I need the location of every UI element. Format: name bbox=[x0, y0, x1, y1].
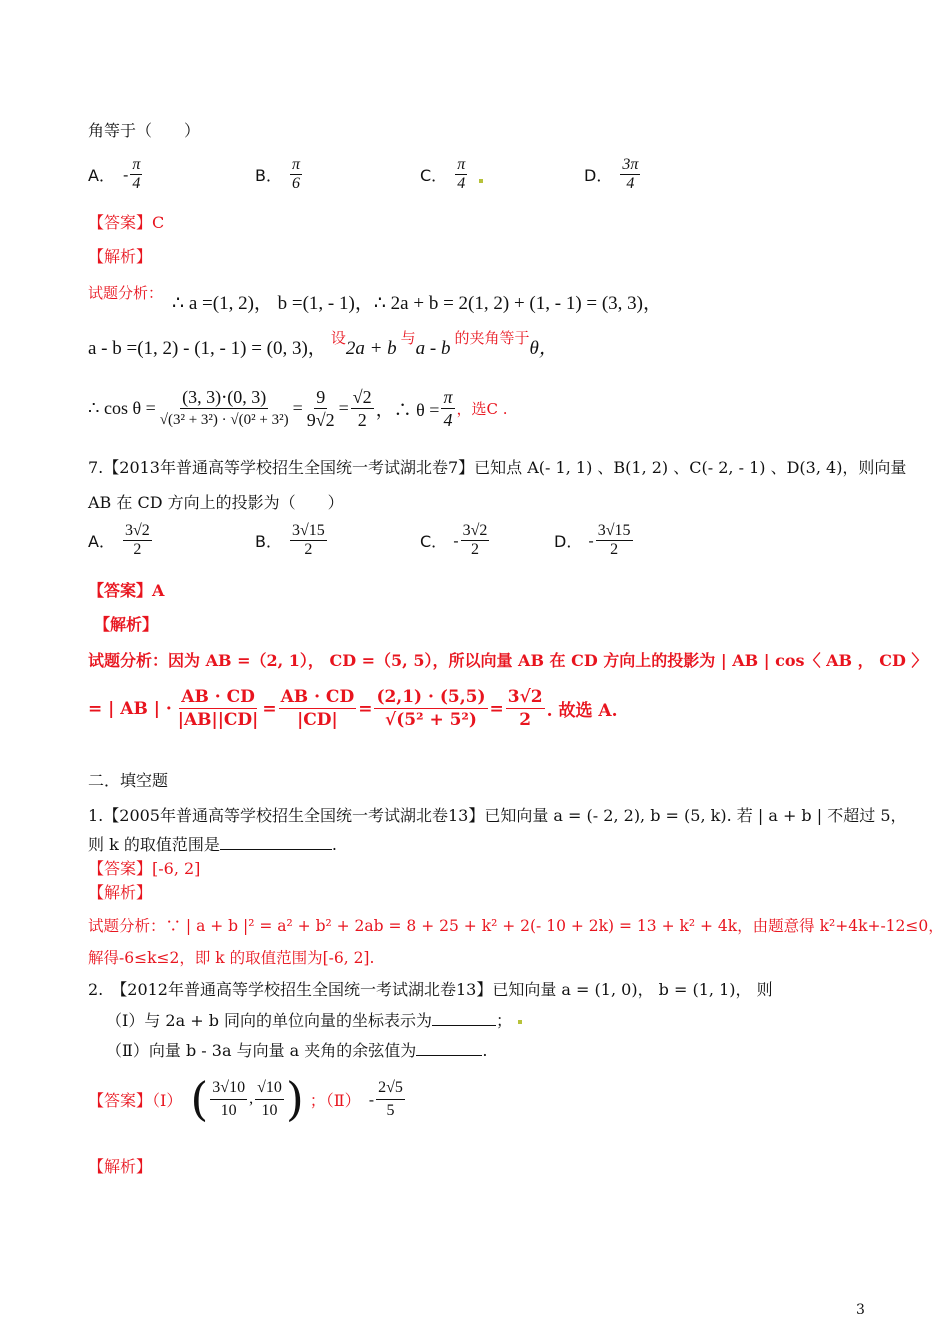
q7-equation: = | AB | · $\frac{AB \cdot CD}{|AB||CD|}$ = $\frac{AB \cdot CD}{|CD|}$ = $\frac{(2,1) \cdot (5,5)}{\text{√(5² + 5²)}}$ = $\frac{3√2}{2}$ . 故选 A. bbox=[88, 687, 618, 730]
q6-option-a bbox=[88, 156, 144, 193]
eq-prefix: = | AB | · bbox=[88, 698, 172, 719]
fraction-ans2: $\frac{2√5}{5}$ bbox=[378, 1078, 403, 1119]
option-sign: - bbox=[122, 165, 129, 184]
q6-option-b bbox=[255, 156, 304, 193]
f1-analysis: 试题分析：∵ | a + b |² = a² + b² + 2ab = 8 + 25 + k² + 2(- 10 + 2k) = 13 + k² + 4k，由题意得 k²+4k+-12≤0， bbox=[88, 917, 944, 935]
mark-dot bbox=[518, 1020, 522, 1024]
fraction-9: $\frac{9}{9√2}$ bbox=[306, 387, 335, 430]
q7-option-b bbox=[255, 522, 329, 559]
fraction-ans1a: $\frac{3√10}{10}$ bbox=[212, 1078, 246, 1119]
q7-jiexi: 【解析】 bbox=[94, 615, 159, 634]
option-fraction: $\frac{3√2}{2}$ bbox=[124, 522, 150, 558]
q6-option-d bbox=[584, 156, 642, 193]
option-label: B． bbox=[255, 532, 282, 551]
f2-jiexi: 【解析】 bbox=[88, 1157, 153, 1176]
fraction-pi4: $\frac{\pi}{4}$ bbox=[443, 387, 453, 430]
q7-option-a bbox=[88, 522, 154, 559]
fraction-ans1b: $\frac{√10}{10}$ bbox=[257, 1078, 282, 1119]
page-number: 3 bbox=[856, 1302, 865, 1318]
fraction-3: $\frac{(2,1) \cdot (5,5)}{\text{√(5² + 5²)}}$ bbox=[376, 687, 486, 730]
option-fraction: $\frac{3\pi}{4}$ bbox=[622, 156, 639, 192]
cos-fraction: $\frac{(3, 3)\cdot(0, 3)}{\text{√(3² + 3²) · √(0² + 3²)}}$ bbox=[159, 387, 289, 428]
option-label: D． bbox=[584, 166, 613, 185]
f1-answer: 【答案】[-6, 2] bbox=[88, 859, 201, 878]
answer-blank bbox=[416, 1041, 482, 1056]
f2-part2: （Ⅱ）向量 b - 3a 与向量 a 夹角的余弦值为 . bbox=[106, 1041, 488, 1060]
option-fraction: $\frac{3√2}{2}$ bbox=[462, 522, 488, 558]
q6-analysis-label: 试题分析： bbox=[88, 284, 164, 302]
right-paren: ) bbox=[285, 1072, 304, 1126]
vector-expr: 2a + b bbox=[345, 338, 397, 359]
q6-line1: ∴ a =(1, 2)， b =(1, - 1)，∴ 2a + b = 2(1, 2) + (1, - 1) = (3, 3)， bbox=[172, 293, 663, 314]
sign: - bbox=[368, 1089, 375, 1109]
option-label: C． bbox=[420, 532, 448, 551]
option-sign: - bbox=[453, 531, 459, 550]
option-sign: - bbox=[588, 531, 594, 550]
text: 与 bbox=[400, 329, 416, 347]
answer-label: 【答案】（Ⅰ） bbox=[88, 1090, 183, 1110]
option-label: B． bbox=[255, 166, 282, 185]
q7-answer: 【答案】A bbox=[88, 581, 165, 600]
option-label: C． bbox=[420, 166, 448, 185]
q6-jiexi: 【解析】 bbox=[88, 247, 153, 266]
f2-part1: （Ⅰ）与 2a + b 同向的单位向量的坐标表示为 ； bbox=[106, 1008, 522, 1031]
q6-answer: 【答案】C bbox=[88, 213, 165, 232]
f2-answer: 【答案】（Ⅰ） ( $\frac{3√10}{10}$ , $\frac{√10}{10}$ ) ；（Ⅱ） - $\frac{2√5}{5}$ bbox=[88, 1072, 403, 1126]
q7-title: 7.【2013年普通高等学校招生全国统一考试湖北卷7】已知点 A(- 1, 1) 、B(1, 2) 、C(- 2, - 1) 、D(3, 4)，则向量 bbox=[88, 458, 907, 477]
q6-option-c bbox=[420, 156, 483, 193]
q6-line2 bbox=[88, 329, 558, 360]
text: （Ⅰ）与 2a + b 同向的单位向量的坐标表示为 bbox=[106, 1011, 433, 1030]
option-fraction: $\frac{\pi}{4}$ bbox=[457, 156, 466, 192]
answer-blank bbox=[432, 1011, 496, 1026]
option-fraction: $\frac{3√15}{2}$ bbox=[291, 522, 325, 558]
mark-dot bbox=[479, 179, 483, 183]
option-label: A． bbox=[88, 166, 115, 185]
option-fraction: $\frac{\pi}{4}$ bbox=[132, 156, 141, 192]
f2-title: 2. 【2012年普通高等学校招生全国统一考试湖北卷13】已知向量 a = (1, 0)， b = (1, 1)， 则 bbox=[88, 980, 773, 999]
fraction-4: $\frac{3√2}{2}$ bbox=[507, 687, 543, 730]
f1-line2: 则 k 的取值范围是 . bbox=[88, 835, 337, 854]
q7-option-c bbox=[420, 522, 491, 559]
left-paren: ( bbox=[190, 1072, 209, 1126]
option-label: A． bbox=[88, 532, 115, 551]
option-label: D． bbox=[554, 532, 583, 551]
text: （Ⅱ）向量 b - 3a 与向量 a 夹角的余弦值为 bbox=[106, 1041, 417, 1060]
text: 则 k 的取值范围是 bbox=[88, 835, 220, 854]
choose-text: . 故选 A. bbox=[546, 701, 618, 721]
text: 设 bbox=[330, 329, 346, 347]
section-title: 二．填空题 bbox=[88, 771, 169, 790]
f1-title: 1.【2005年普通高等学校招生全国统一考试湖北卷13】已知向量 a = (- 2, 2), b = (5, k). 若 | a + b | 不超过 5， bbox=[88, 806, 907, 825]
theta-eq: ，∴ θ = bbox=[375, 399, 440, 420]
option-fraction: $\frac{\pi}{6}$ bbox=[291, 156, 300, 192]
f1-jiexi: 【解析】 bbox=[88, 883, 153, 902]
q7-option-d bbox=[554, 522, 635, 559]
f1-analysis2: 解得-6≤k≤2，即 k 的取值范围为[-6, 2]. bbox=[88, 949, 375, 967]
text: 的夹角等于 bbox=[454, 329, 530, 347]
q7-line2: AB 在 CD 方向上的投影为（ ） bbox=[88, 493, 344, 512]
cos-prefix: ∴ cos θ = bbox=[88, 398, 156, 418]
q7-analysis: 试题分析：因为 AB =（2, 1）， CD =（5, 5），所以向量 AB 在 CD 方向上的投影为 | AB | cos〈 AB ， CD 〉 bbox=[88, 651, 928, 670]
fraction-1: $\frac{AB \cdot CD}{|AB||CD|}$ bbox=[177, 687, 259, 730]
fraction-root2: $\frac{√2}{2}$ bbox=[352, 387, 372, 430]
option-fraction: $\frac{3√15}{2}$ bbox=[597, 522, 631, 558]
fraction-2: $\frac{AB \cdot CD}{|CD|}$ bbox=[280, 687, 355, 730]
theta: θ， bbox=[529, 338, 558, 359]
answer-blank bbox=[220, 835, 332, 850]
vector-expr: a - b bbox=[415, 338, 451, 359]
equation: a - b =(1, 2) - (1, - 1) = (0, 3)， bbox=[88, 338, 327, 359]
q6-cos-line: ∴ cos θ = $\frac{(3, 3)\cdot(0, 3)}{\text{√(3² + 3²) · √(0² + 3²)}}$ = $\frac{9}{9√2}$ = $\frac{√2}{2}$ ，∴ θ = $\frac{\pi}{4}$ ，选C . bbox=[88, 387, 508, 430]
answer-sep: ；（Ⅱ） bbox=[309, 1090, 361, 1110]
q6-stem-tail: 角等于（ ） bbox=[88, 121, 201, 140]
choose-text: ，选C . bbox=[456, 400, 508, 418]
